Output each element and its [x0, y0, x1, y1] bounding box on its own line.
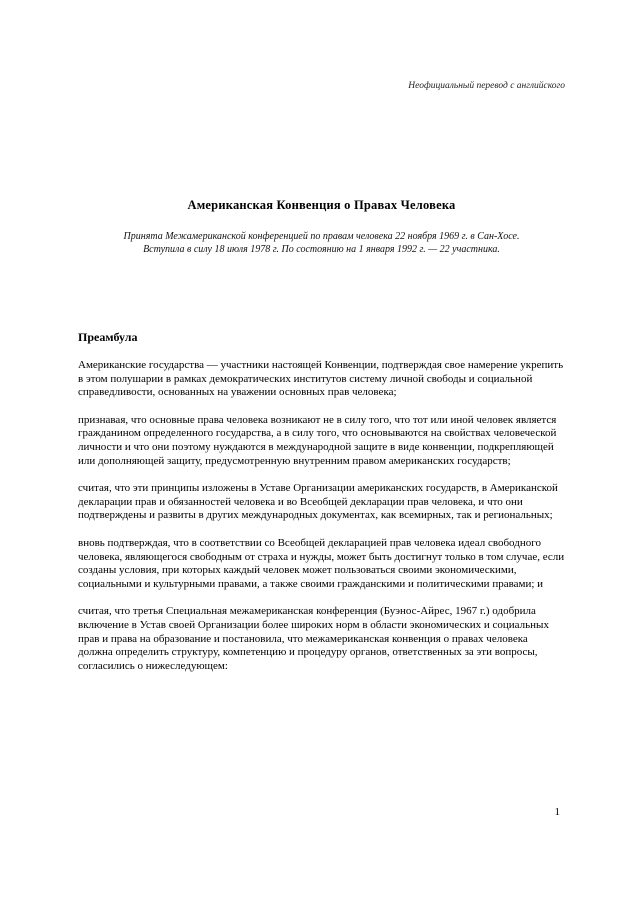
preamble-paragraph: считая, что эти принципы изложены в Уставе Организации американских государств, в Американской декларации прав и обязанностей человека и во Всеобщей декларации прав человека, и что они подтверждены и развиты в других международных документах, как всемирных, так и региональных; — [78, 482, 558, 522]
section-heading-preamble: Преамбула — [78, 330, 138, 344]
preamble-paragraph: считая, что третья Специальная межамериканская конференция (Буэнос-Айрес, 1967 г.) одобрила включение в Устав своей Организации более широких норм в области экономических и социальных прав и права на образование и постановила, что межамериканская конвенция о правах человека должна определить структуру, компетенцию и процедуру органов, ответственных за эти вопросы, согласились о нижеследующем: — [78, 605, 549, 672]
translation-note: Неофициальный перевод с английского — [408, 81, 565, 91]
preamble-paragraph: вновь подтверждая, что в соответствии со Всеобщей декларацией прав человека идеал свободного человека, являющегося свободным от страха и нужды, может быть достигнут только в том случае, если созданы условия, при которых каждый человек может пользоваться своими экономическими, социальными и культурными правами, а также своими гражданскими и политическими правами; и — [78, 536, 565, 590]
page-number: 1 — [554, 806, 560, 818]
preamble-paragraph: Американские государства — участники настоящей Конвенции, подтверждая свое намерение укрепить в этом полушарии в рамках демократических институтов систему личной свободы и социальной справедливости, основанных на уважении основных прав человека; — [78, 359, 564, 399]
subtitle-line-2: Вступила в силу 18 июля 1978 г. По состоянию на 1 января 1992 г. — 22 участника. — [143, 244, 500, 255]
document-subtitle — [78, 230, 565, 256]
document-title: Американская Конвенция о Правах Человека — [187, 198, 456, 212]
subtitle-line-1: Принята Межамериканской конференцией по правам человека 22 ноября 1969 г. в Сан-Хосе. — [123, 231, 520, 242]
preamble-paragraph: признавая, что основные права человека возникают не в силу того, что тот или иной человек является гражданином определенного государства, а в силу того, что основываются на свойствах человеческой личности и что они поэтому нуждаются в международной защите в виде конвенции, подкрепляющей или дополняющей защиту, предусмотренную внутренним правом американских государств; — [78, 413, 557, 467]
